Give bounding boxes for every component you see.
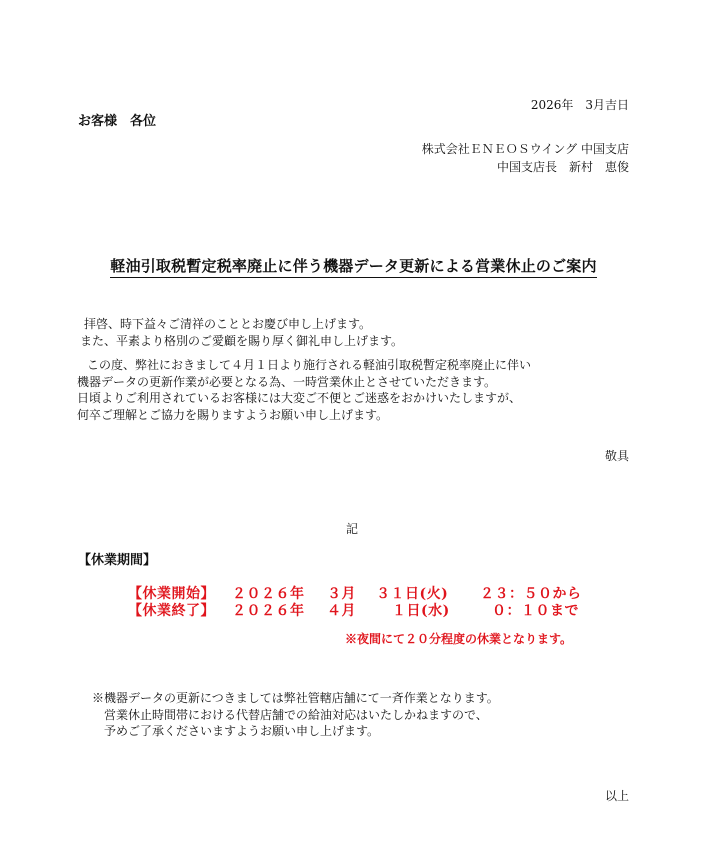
period-start-month: ３月	[327, 586, 356, 602]
sender-block	[422, 140, 629, 175]
period-note: ※夜間にて２０分程度の休業となります。	[345, 632, 573, 646]
body-line: 機器データの更新作業が必要となる為、一時営業休止とさせていただきます。	[77, 374, 497, 389]
period-end-day: １日(水)	[392, 603, 450, 619]
document-title: 軽油引取税暫定税率廃止に伴う機器データ更新による営業休止のご案内	[110, 255, 596, 278]
notice-block	[92, 690, 499, 740]
period-end-row	[0, 600, 707, 618]
addressee: お客様 各位	[78, 114, 157, 129]
period-start-year: ２０２６年	[232, 586, 305, 602]
body-line: この度、弊社におきまして４月１日より施行される軽油引取税暫定税率廃止に伴い	[87, 358, 532, 372]
period-start-label: 【休業開始】	[128, 586, 215, 602]
greeting-block	[80, 316, 403, 349]
body-line: 何卒ご理解とご協力を賜りますようお願い申し上げます。	[77, 407, 389, 422]
greeting-line: また、平素より格別のご愛顧を賜り厚く御礼申し上げます。	[80, 333, 404, 348]
period-start-time: ２３：５０から	[480, 586, 582, 602]
period-end-year: ２０２６年	[232, 603, 305, 619]
document-date: 2026年 3月吉日	[530, 98, 629, 112]
notice-line: 営業休止時間帯における代替店舗での給油対応はいたしかねますので、	[104, 707, 488, 722]
notice-line: 予めご了承くださいますようお願い申し上げます。	[104, 724, 380, 738]
body-block	[77, 357, 531, 423]
sender-person: 中国支店長 新村 恵俊	[496, 160, 629, 174]
closing-keigu: 敬具	[604, 449, 629, 463]
end-mark: 以上	[604, 789, 629, 803]
ki-mark: 記	[346, 522, 359, 536]
notice-line: ※機器データの更新につきましては弊社管轄店舗にて一斉作業となります。	[92, 691, 499, 705]
period-end-month: ４月	[327, 603, 356, 619]
period-start-day: ３１日(火)	[376, 586, 449, 602]
title-wrap	[0, 255, 707, 278]
body-line: 日頃よりご利用されているお客様には大変ご不便とご迷惑をおかけいたしますが、	[77, 391, 522, 405]
period-end-time: ０：１０まで	[492, 603, 579, 619]
period-start-row	[0, 583, 707, 601]
period-heading: 【休業期間】	[78, 553, 157, 568]
sender-company: 株式会社ＥＮＥＯＳウイング 中国支店	[421, 142, 629, 156]
period-end-label: 【休業終了】	[128, 603, 215, 619]
greeting-line: 拝啓、時下益々ご清祥のこととお慶び申し上げます。	[84, 317, 372, 331]
